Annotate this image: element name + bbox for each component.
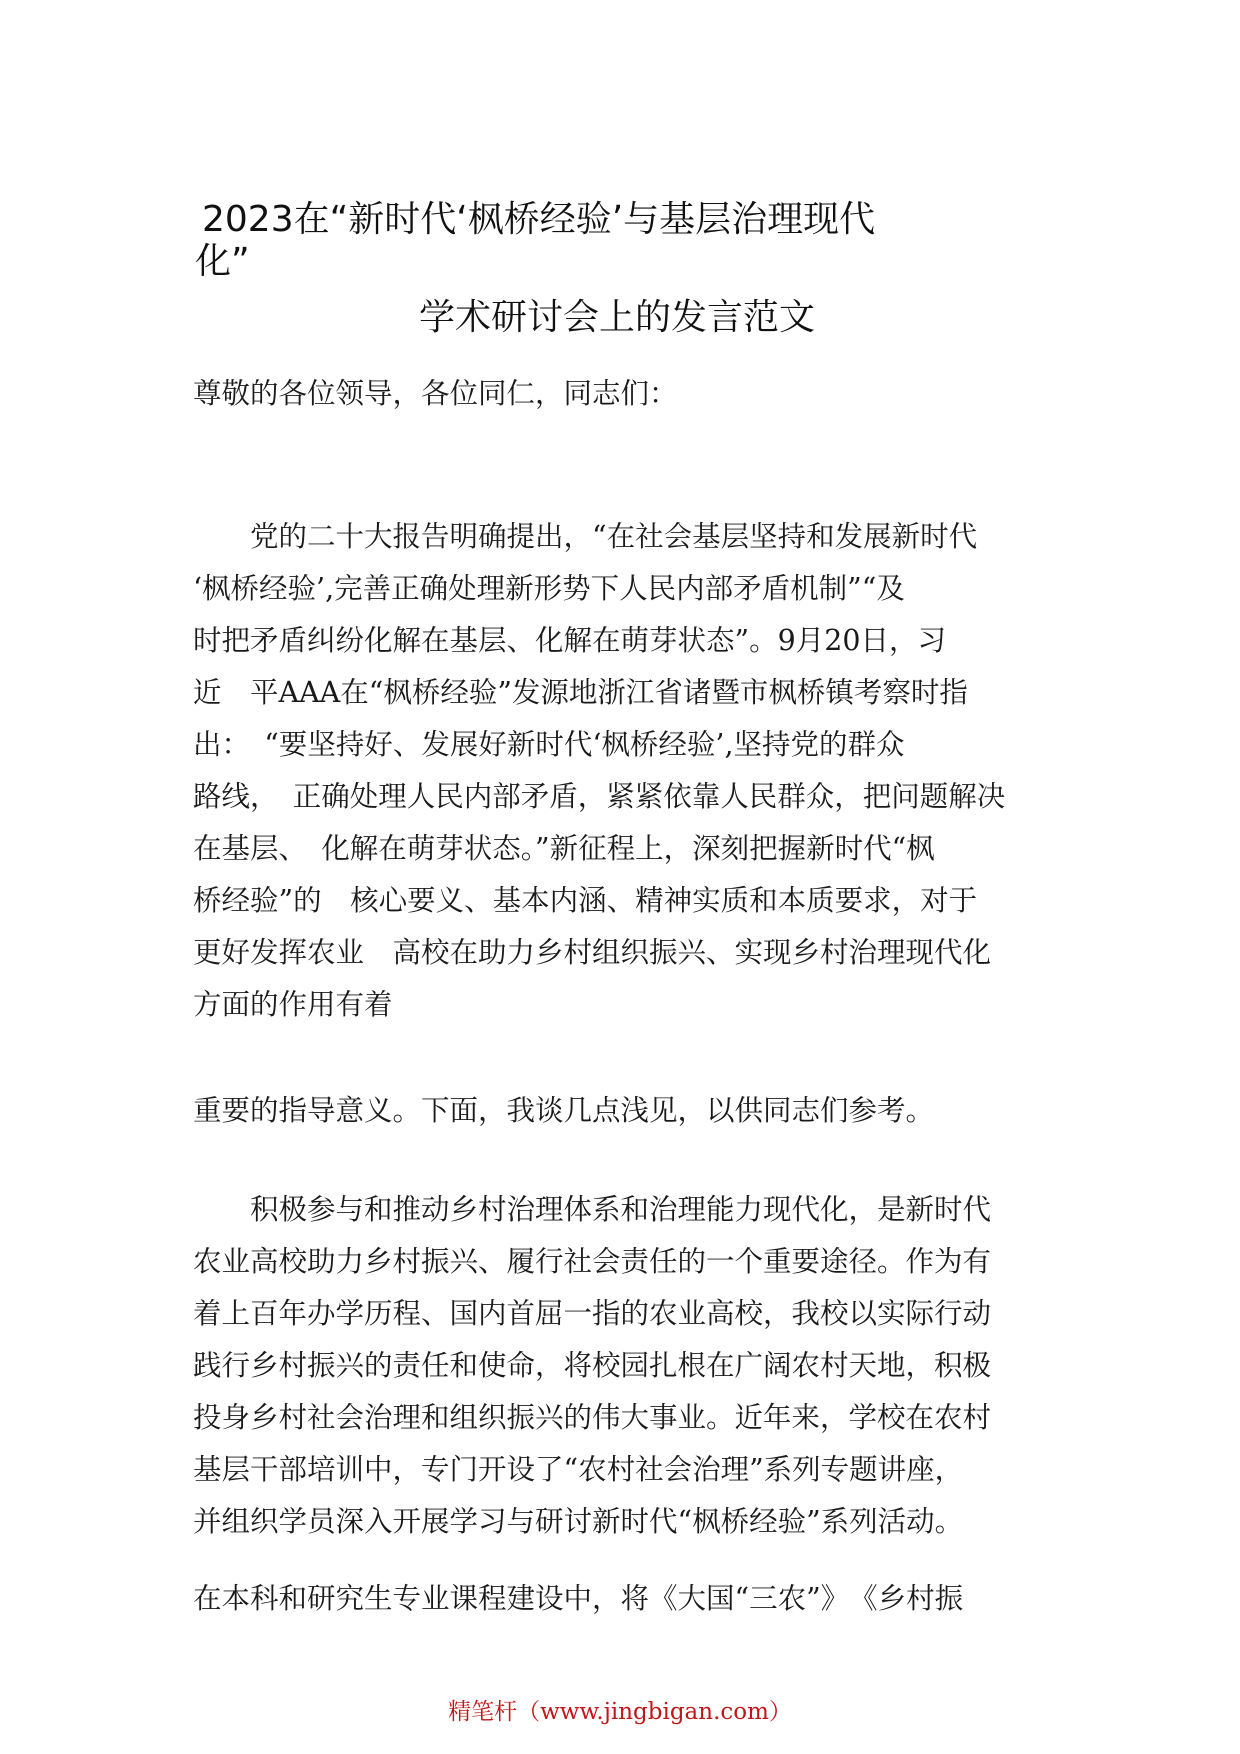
- paragraph-1: [193, 511, 1005, 1031]
- paragraph-line: 路线， 正确处理人民内部矛盾，紧紧依靠人民群众，把问题解决: [193, 780, 1006, 813]
- title-line-2: 化”: [195, 241, 250, 282]
- footer-watermark: 精笔杆（www.jingbigan.com）: [448, 1699, 792, 1725]
- greeting-text: 尊敬的各位领导，各位同仁，同志们：: [193, 377, 678, 410]
- paragraph-line: 在本科和研究生专业课程建设中，将《大国“三农”》 《乡村振: [193, 1582, 964, 1615]
- paragraph-line: 桥经验”的 核心要义、基本内涵、精神实质和本质要求，对于: [193, 884, 978, 917]
- paragraph-line: 重要的指导意义。下面，我谈几点浅见，以供同志们参考。: [193, 1094, 935, 1127]
- paragraph-line: 践行乡村振兴的责任和使命，将校园扎根在广阔农村天地，积极: [193, 1349, 992, 1382]
- paragraph-line: 时把矛盾纠纷化解在基层、化解在萌芽状态”。9月20日，习: [193, 624, 946, 657]
- paragraph-line: 更好发挥农业 高校在助力乡村组织振兴、实现乡村治理现代化: [193, 936, 992, 969]
- paragraph-3: [193, 1184, 991, 1548]
- greeting: [193, 368, 678, 420]
- paragraph-line: ‘枫桥经验’,完善正确处理新形势下人民内部矛盾机制”“及: [193, 572, 905, 605]
- paragraph-line: 出： “要坚持好、发展好新时代‘枫桥经验’,坚持党的群众: [193, 728, 905, 761]
- paragraph-4: [193, 1573, 963, 1625]
- paragraph-line: 在基层、 化解在萌芽状态。”新征程上，深刻把握新时代“枫: [193, 832, 935, 865]
- paragraph-line: 投身乡村社会治理和组织振兴的伟大事业。近年来，学校在农村: [193, 1401, 992, 1434]
- title-line-3: 学术研讨会上的发言范文: [419, 297, 816, 338]
- paragraph-line: 基层干部培训中，专门开设了“农村社会治理”系列专题讲座，: [193, 1453, 964, 1486]
- paragraph-line: 方面的作用有着: [193, 988, 393, 1021]
- paragraph-line: 积极参与和推动乡村治理体系和治理能力现代化，是新时代: [193, 1193, 992, 1226]
- paragraph-line: 着上百年办学历程、国内首屈一指的农业高校，我校以实际行动: [193, 1297, 992, 1330]
- paragraph-line: 农业高校助力乡村振兴、履行社会责任的一个重要途径。作为有: [193, 1245, 992, 1278]
- paragraph-line: 近 平AAA在“枫桥经验”发源地浙江省诸暨市枫桥镇考察时指: [193, 676, 968, 709]
- paragraph-2: [193, 1085, 934, 1137]
- paragraph-line: 并组织学员深入开展学习与研讨新时代“枫桥经验”系列活动。: [193, 1505, 964, 1538]
- title-line-1: 2023在“新时代‘枫桥经验’与基层治理现代: [202, 199, 876, 240]
- paragraph-line: 党的二十大报告明确提出，“在社会基层坚持和发展新时代: [193, 520, 978, 553]
